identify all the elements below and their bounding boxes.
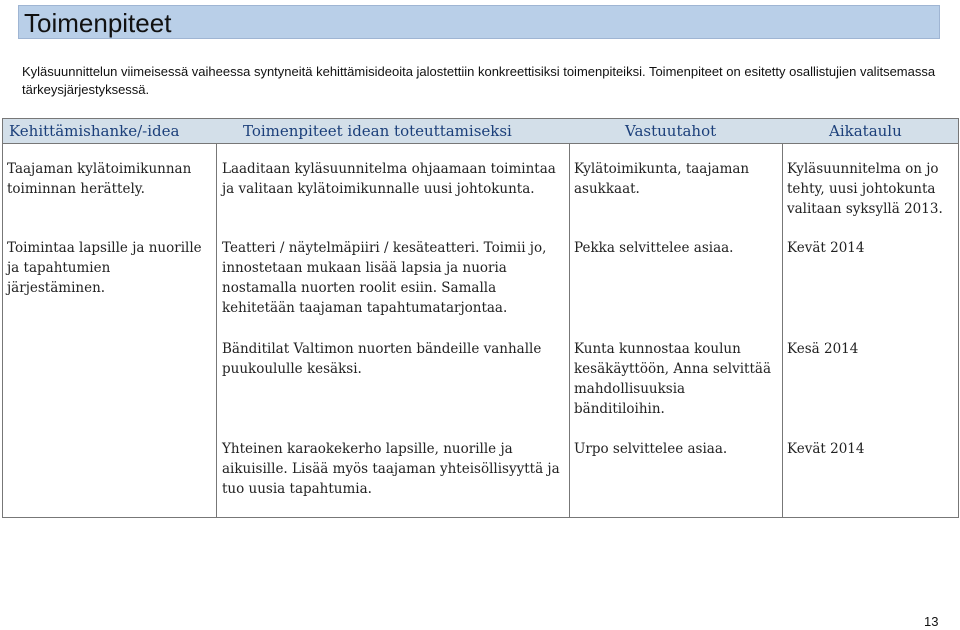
row-2-actions: Teatteri / näytelmäpiiri / kesäteatteri. Toimii jo, innostetaan mukaan lisää lapsia ja nuoria nostamalla nuorten roolit esiin. Samalla kehitetään taajaman tapahtumatarjontaa. <box>222 240 547 316</box>
row-3-responsible: Kunta kunnostaa koulun kesäkäyttöön, Anna selvittää mahdollisuuksia bänditiloihin. <box>574 341 771 417</box>
header-schedule: Aikataulu <box>829 122 902 140</box>
actions-table <box>2 118 959 518</box>
row-2-responsible: Pekka selvittelee asiaa. <box>574 240 734 256</box>
column-divider <box>782 143 783 517</box>
row-1-idea: Taajaman kylätoimikunnan toiminnan herättely. <box>7 161 192 197</box>
intro-paragraph: Kyläsuunnittelun viimeisessä vaiheessa syntyneitä kehittämisideoita jalostettiin konkreettisiksi toimenpiteiksi. Toimenpiteet on esitetty osallistujien valitsemassa tärkeysjärjestyksessä. <box>22 64 936 97</box>
header-idea: Kehittämishanke/-idea <box>9 122 180 140</box>
row-4-actions: Yhteinen karaokekerho lapsille, nuorille ja aikuisille. Lisää myös taajaman yhteisöllisyyttä ja tuo uusia tapahtumia. <box>222 441 560 497</box>
row-4-schedule: Kevät 2014 <box>787 441 865 457</box>
row-4-responsible: Urpo selvittelee asiaa. <box>574 441 728 457</box>
table-header <box>3 119 958 144</box>
row-1-responsible: Kylätoimikunta, taajaman asukkaat. <box>574 161 750 197</box>
column-divider <box>569 143 570 517</box>
title-banner <box>18 5 940 39</box>
page-number: 13 <box>924 614 939 629</box>
row-2-idea: Toimintaa lapsille ja nuorille ja tapahtumien järjestäminen. <box>7 240 202 296</box>
row-2-schedule: Kevät 2014 <box>787 240 865 256</box>
row-1-schedule: Kyläsuunnitelma on jo tehty, uusi johtokunta valitaan syksyllä 2013. <box>787 161 943 217</box>
column-divider <box>216 143 217 517</box>
row-1-actions: Laaditaan kyläsuunnitelma ohjaamaan toimintaa ja valitaan kylätoimikunnalle uusi johtokunta. <box>222 161 556 197</box>
header-responsible: Vastuutahot <box>625 122 717 140</box>
row-3-schedule: Kesä 2014 <box>787 341 859 357</box>
row-3-actions: Bänditilat Valtimon nuorten bändeille vanhalle puukoululle kesäksi. <box>222 341 542 377</box>
header-actions: Toimenpiteet idean toteuttamiseksi <box>243 122 512 140</box>
page-title: Toimenpiteet <box>24 8 172 38</box>
